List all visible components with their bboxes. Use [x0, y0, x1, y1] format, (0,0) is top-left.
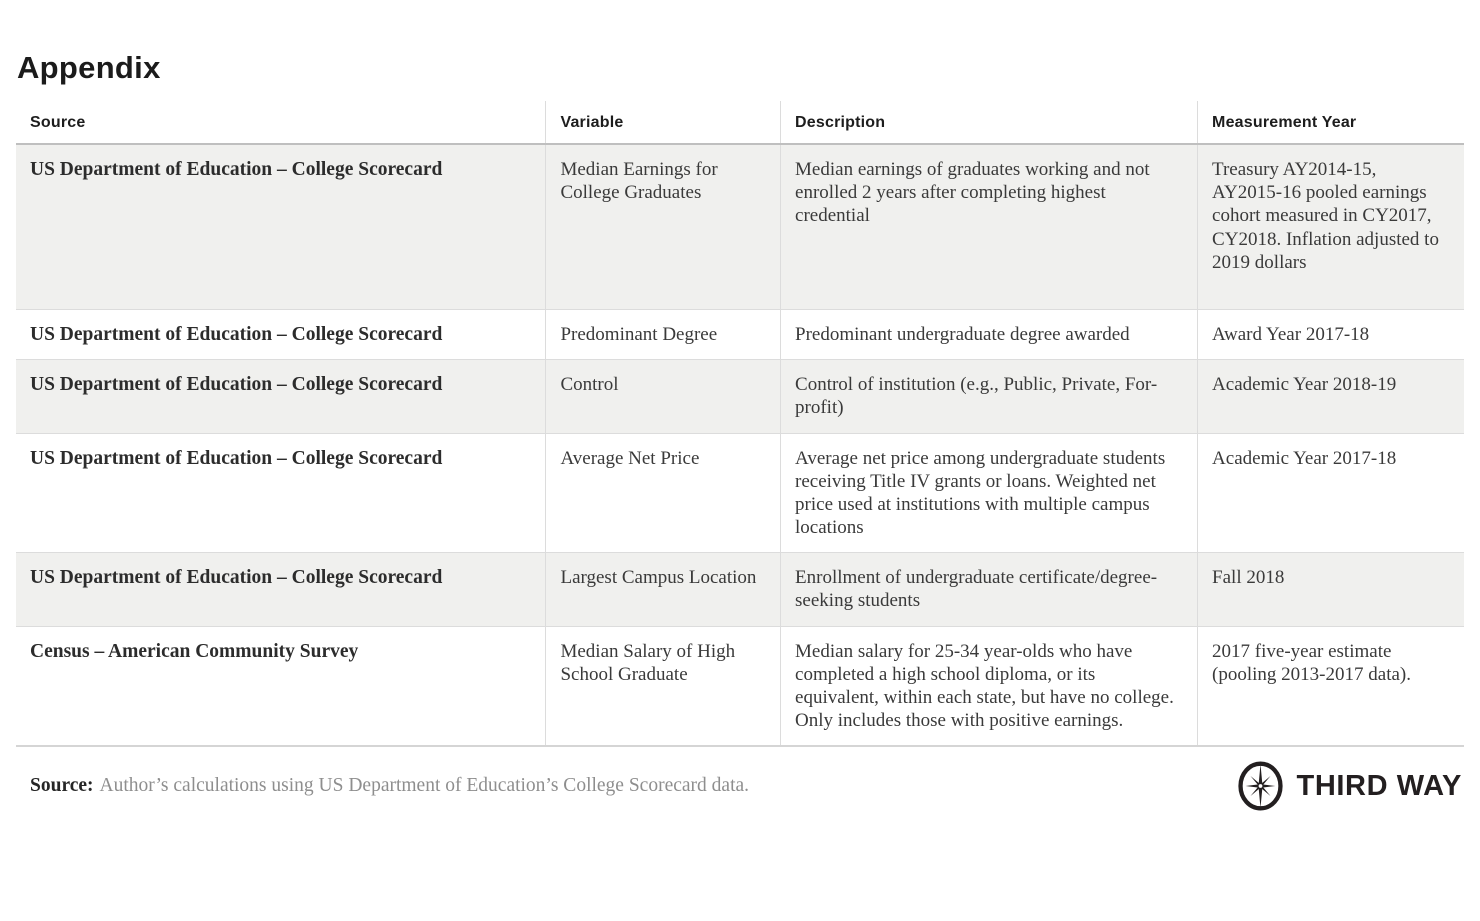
cell-measurement-year: Academic Year 2018-19	[1198, 360, 1464, 433]
page-title: Appendix	[17, 50, 161, 85]
column-header-source: Source	[30, 114, 86, 131]
table-row	[16, 433, 1464, 553]
cell-variable: Predominant Degree	[546, 309, 781, 360]
cell-measurement-year: Fall 2018	[1198, 553, 1464, 626]
cell-description: Predominant undergraduate degree awarded	[781, 309, 1198, 360]
cell-source: US Department of Education – College Scorecard	[30, 567, 443, 589]
column-header-description: Description	[781, 101, 1198, 144]
cell-description: Median earnings of graduates working and not enrolled 2 years after completing highest credential	[781, 144, 1198, 309]
cell-variable: Largest Campus Location	[546, 553, 781, 626]
cell-variable: Control	[546, 360, 781, 433]
cell-measurement-year: Academic Year 2017-18	[1198, 433, 1464, 553]
report-page	[0, 50, 1480, 812]
appendix-table	[16, 101, 1464, 747]
compass-icon	[1237, 760, 1284, 812]
cell-variable: Median Salary of High School Graduate	[546, 626, 781, 746]
thirdway-logo	[1237, 760, 1464, 812]
table-row	[16, 553, 1464, 626]
cell-source: US Department of Education – College Scorecard	[30, 323, 443, 345]
cell-variable: Average Net Price	[546, 433, 781, 553]
cell-description: Enrollment of undergraduate certificate/degree-seeking students	[781, 553, 1198, 626]
cell-measurement-year: Award Year 2017-18	[1198, 309, 1464, 360]
column-header-measurement-year: Measurement Year	[1198, 101, 1464, 144]
source-note-label: Source:	[30, 775, 94, 797]
cell-description: Median salary for 25-34 year-olds who have completed a high school diploma, or its equivalent, within each state, but have no college. Only includes those with positive earnings.	[781, 626, 1198, 746]
cell-description: Control of institution (e.g., Public, Private, For-profit)	[781, 360, 1198, 433]
cell-description: Average net price among undergraduate students receiving Title IV grants or loans. Weighted net price used at institutions with multiple campus locations	[781, 433, 1198, 553]
cell-source: US Department of Education – College Scorecard	[30, 159, 443, 180]
table-row	[16, 309, 1464, 360]
source-note-text: Author’s calculations using US Department of Education’s College Scorecard data.	[99, 775, 750, 797]
cell-source: US Department of Education – College Scorecard	[30, 447, 443, 469]
brand-wordmark: THIRD WAY	[1296, 769, 1462, 802]
page-footer	[16, 760, 1464, 812]
column-header-variable: Variable	[546, 101, 781, 144]
cell-source: US Department of Education – College Scorecard	[30, 374, 443, 396]
table-header-row	[16, 101, 1464, 144]
cell-variable: Median Earnings for College Graduates	[546, 144, 781, 309]
cell-measurement-year: 2017 five-year estimate (pooling 2013-2017 data).	[1198, 626, 1464, 746]
table-row	[16, 626, 1464, 746]
table-row	[16, 360, 1464, 433]
source-note	[30, 775, 749, 797]
cell-source: Census – American Community Survey	[30, 640, 359, 662]
cell-measurement-year: Treasury AY2014-15, AY2015-16 pooled earnings cohort measured in CY2017, CY2018. Inflation adjusted to 2019 dollars	[1198, 144, 1464, 309]
table-row	[16, 144, 1464, 309]
